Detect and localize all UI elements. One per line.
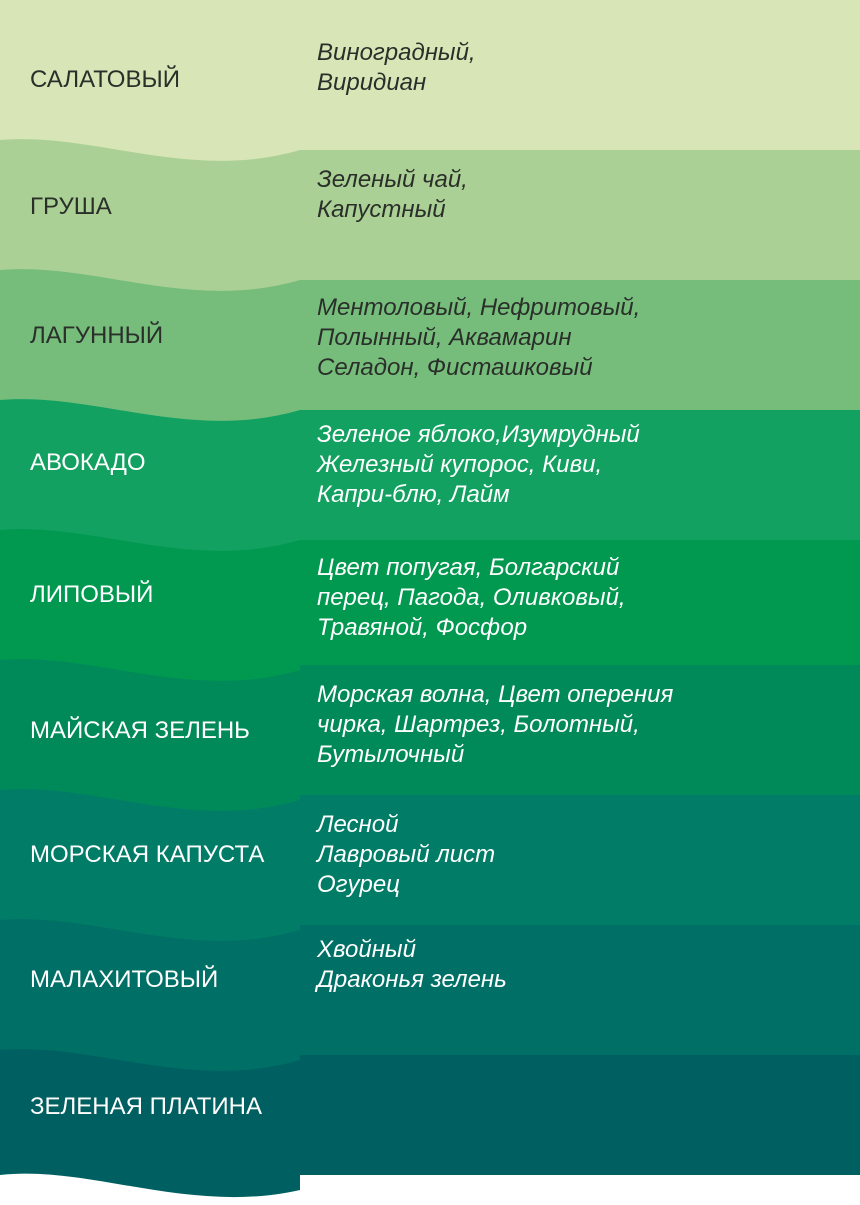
shade-line: Виноградный, [317, 39, 476, 66]
shade-line: Цвет попугая, Болгарский [317, 554, 620, 581]
band-name: ЛИПОВЫЙ [30, 581, 154, 608]
band-name: АВОКАДО [30, 449, 146, 476]
band-shades [317, 420, 857, 510]
shade-line: Зеленое яблоко,Изумрудный [317, 421, 640, 448]
shade-line: Морская волна, Цвет оперения [317, 681, 674, 708]
shade-line: Бутылочный [317, 741, 465, 768]
shade-line: Железный купорос, Киви, [317, 451, 603, 478]
band-name: МОРСКАЯ КАПУСТА [30, 841, 265, 868]
shade-line: Травяной, Фосфор [317, 614, 528, 641]
band-name: ЛАГУННЫЙ [30, 322, 164, 349]
shade-line: Зеленый чай, [317, 166, 468, 193]
shade-line: Капри-блю, Лайм [317, 481, 510, 508]
shade-line: Лавровый лист [317, 841, 496, 868]
shade-line: Капустный [317, 196, 446, 223]
shade-line: Хвойный [317, 936, 416, 963]
band-shades [317, 810, 857, 900]
shade-line: Виридиан [317, 69, 427, 96]
shade-line: перец, Пагода, Оливковый, [317, 584, 626, 611]
band-name: САЛАТОВЫЙ [30, 66, 180, 93]
shade-line: Огурец [317, 871, 400, 898]
shade-line: Селадон, Фисташковый [317, 354, 593, 381]
band-name: МАЙСКАЯ ЗЕЛЕНЬ [30, 717, 250, 744]
shade-line: чирка, Шартрез, Болотный, [317, 711, 640, 738]
band-shades [317, 293, 857, 383]
band-shades [317, 935, 857, 995]
shade-line: Ментоловый, Нефритовый, [317, 294, 641, 321]
band-name: ГРУША [30, 193, 112, 220]
band-name: ЗЕЛЕНАЯ ПЛАТИНА [30, 1093, 262, 1120]
band-shades [317, 553, 857, 643]
band-shades [317, 38, 857, 98]
shade-line: Драконья зелень [317, 966, 507, 993]
band-name: МАЛАХИТОВЫЙ [30, 966, 219, 993]
shade-line: Полынный, Аквамарин [317, 324, 572, 351]
shade-line: Лесной [317, 811, 399, 838]
band-shades [317, 680, 857, 770]
band-shades [317, 165, 857, 225]
